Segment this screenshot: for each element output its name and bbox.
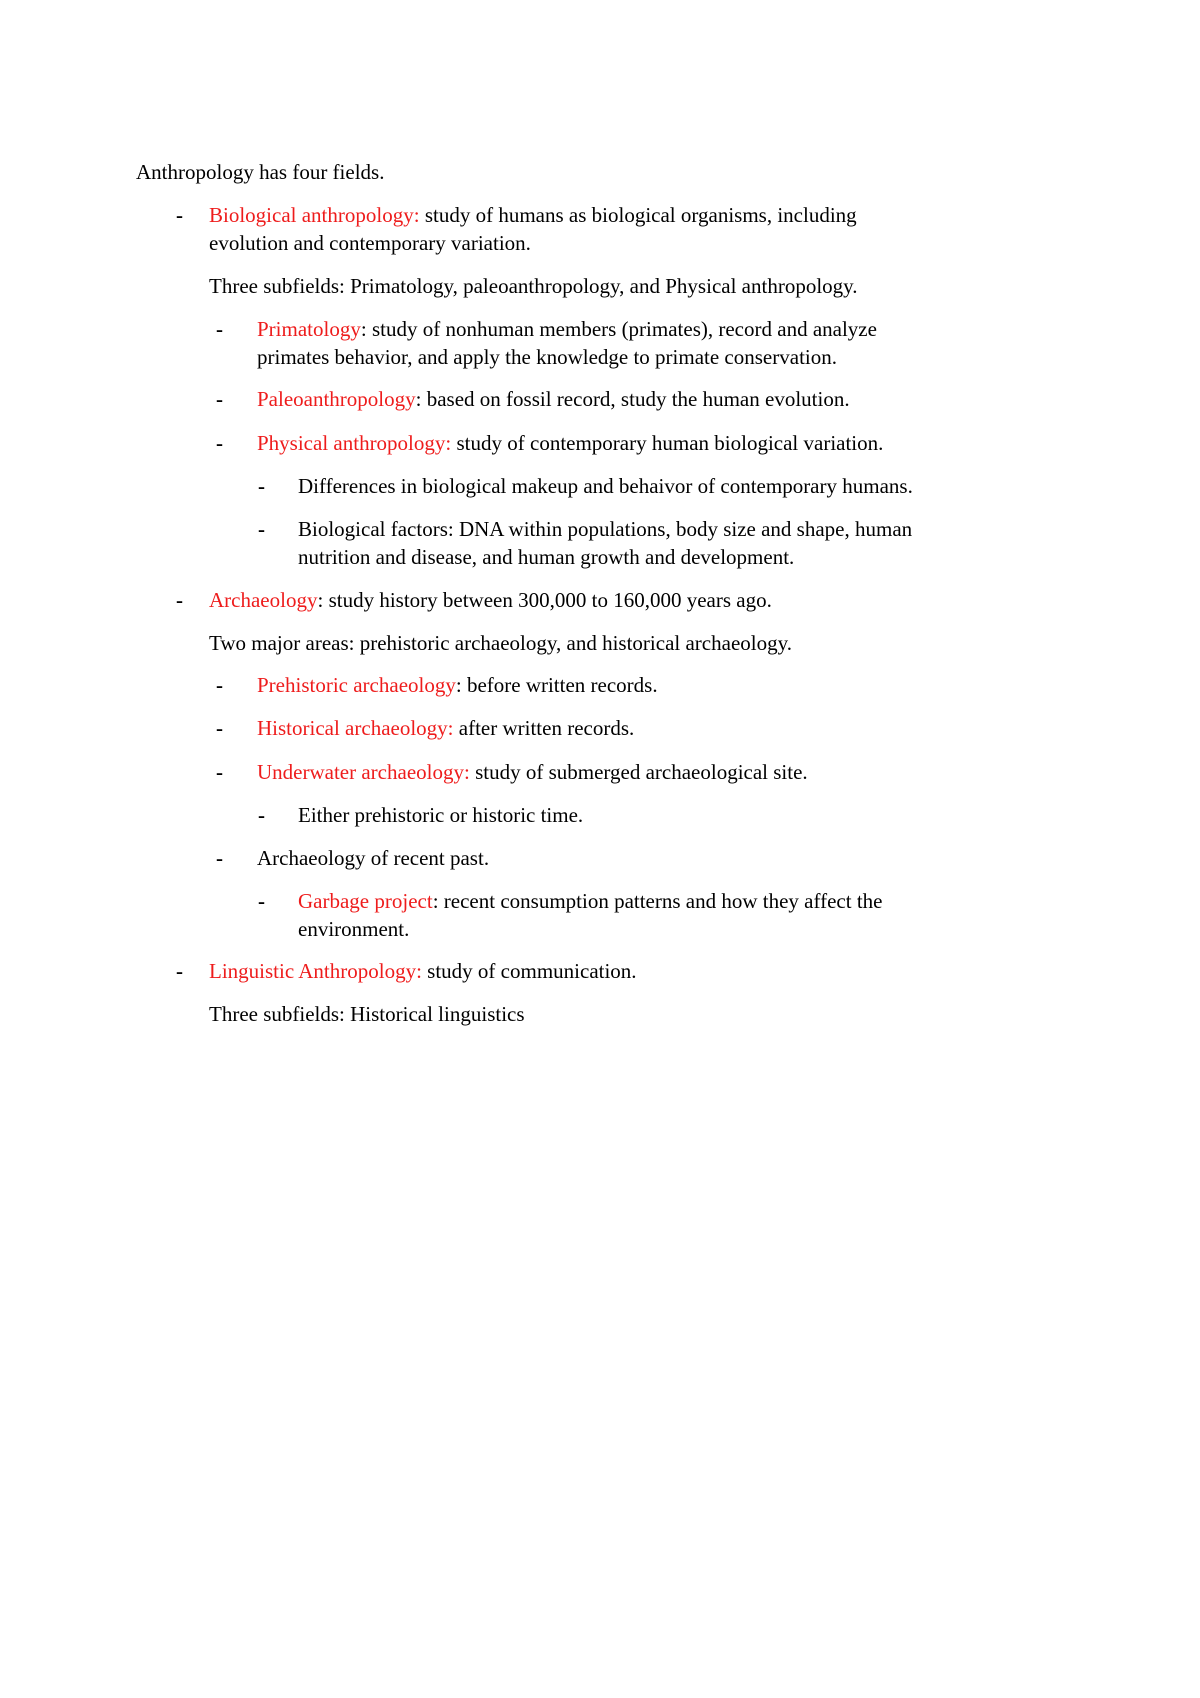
linguistic-desc: study of communication. (421, 959, 637, 983)
underwater-term: Underwater archaeology (257, 760, 464, 784)
linguistic-item (209, 957, 637, 985)
prehistoric-desc: before written records. (461, 673, 658, 697)
biological-desc-line1: study of humans as biological organisms, including (419, 203, 857, 227)
prehistoric-item (257, 671, 658, 699)
garbage-item-line1 (298, 887, 883, 915)
primatology-desc-line2: primates behavior, and apply the knowledge to primate conservation. (257, 345, 837, 369)
bullet-dash: - (216, 760, 223, 784)
bullet-dash: - (258, 803, 265, 827)
historical-item (257, 714, 634, 742)
physical-sep: : (445, 431, 452, 455)
biological-desc-line2: evolution and contemporary variation. (209, 231, 531, 255)
garbage-desc-line2: environment. (298, 917, 410, 941)
linguistic-term: Linguistic Anthropology (209, 959, 417, 983)
bullet-dash: - (216, 673, 223, 697)
archaeology-sep: : (317, 588, 324, 612)
garbage-desc-line1: recent consumption patterns and how they affect the (438, 889, 883, 913)
physical-desc: study of contemporary human biological variation. (451, 431, 884, 455)
underwater-sep: : (463, 760, 470, 784)
bullet-dash: - (216, 387, 223, 411)
bullet-dash: - (176, 588, 183, 612)
biological-subfields-text: Three subfields: Primatology, paleoanthropology, and Physical anthropology. (209, 274, 858, 298)
biological-term-sep: : (413, 203, 420, 227)
paleo-sep: : (415, 387, 422, 411)
intro-text: Anthropology has four fields. (136, 160, 385, 184)
archaeology-areas-text: Two major areas: prehistoric archaeology, and historical archaeology. (209, 631, 792, 655)
primatology-term: Primatology (257, 317, 361, 341)
linguistic-sep: : (416, 959, 422, 983)
bullet-dash: - (216, 716, 223, 740)
linguistic-subfields-text: Three subfields: Historical linguistics (209, 1002, 525, 1026)
archaeology-desc: study history between 300,000 to 160,000 years ago. (323, 588, 772, 612)
paleo-term: Paleoanthropology (257, 387, 416, 411)
historical-desc: after written records. (453, 716, 635, 740)
primatology-desc-line1: study of nonhuman members (primates), record and analyze (366, 317, 877, 341)
physical-sub2-line2: nutrition and disease, and human growth and development. (298, 545, 795, 569)
archaeology-term: Archaeology (209, 588, 318, 612)
physical-sub2-line1: Biological factors: DNA within populations, body size and shape, human (298, 517, 913, 541)
prehistoric-term: Prehistoric archaeology (257, 673, 456, 697)
biological-item-line1 (209, 201, 857, 229)
paleo-desc: based on fossil record, study the human evolution. (421, 387, 850, 411)
historical-sep: : (447, 716, 454, 740)
bullet-dash: - (258, 474, 265, 498)
paleo-item (257, 385, 850, 413)
historical-term: Historical archaeology (257, 716, 448, 740)
bullet-dash: - (216, 846, 223, 870)
bullet-dash: - (176, 203, 183, 227)
physical-sub1: Differences in biological makeup and behaivor of contemporary humans. (298, 474, 913, 498)
underwater-desc: study of submerged archaeological site. (469, 760, 808, 784)
underwater-sub1: Either prehistoric or historic time. (298, 803, 584, 827)
biological-term: Biological anthropology (209, 203, 414, 227)
archaeology-item (209, 586, 772, 614)
underwater-item (257, 758, 808, 786)
recent-past-text: Archaeology of recent past. (257, 846, 490, 870)
primatology-item-line1 (257, 315, 877, 343)
physical-item (257, 429, 883, 457)
bullet-dash: - (216, 431, 223, 455)
bullet-dash: - (258, 517, 265, 541)
bullet-dash: - (176, 959, 183, 983)
primatology-sep: : (360, 317, 367, 341)
garbage-sep: : (432, 889, 439, 913)
physical-term: Physical anthropology (257, 431, 446, 455)
prehistoric-sep: : (455, 673, 462, 697)
bullet-dash: - (216, 317, 223, 341)
garbage-term: Garbage project (298, 889, 433, 913)
bullet-dash: - (258, 889, 265, 913)
